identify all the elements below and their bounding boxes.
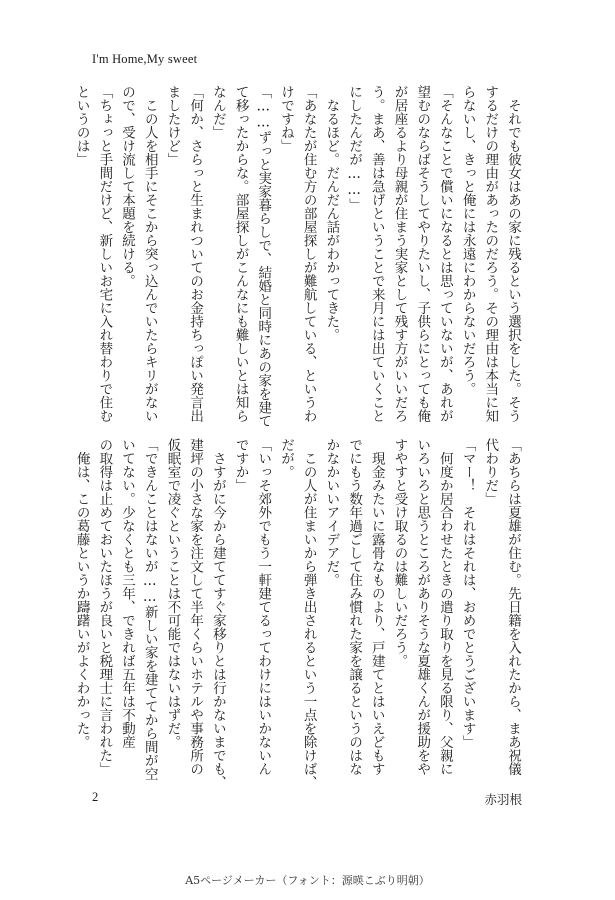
text-line: この人が住まいから弾き出されるという一点を除けば、 [300,438,317,789]
text-line: 「何か、さらっと生まれついてのお金持ちっぽい発言出 [187,85,204,423]
text-line: 「そんなことで償いになるとは思っていないが、あれが [436,85,453,423]
text-line: けですね」 [277,85,294,153]
text-line: 建坪の小さな家を注文して半年くらいホテルや事務所の [187,438,204,776]
text-line: というのは」 [73,85,90,166]
text-line: 望むのならばそうしてやりたいし、子供らにとっても俺 [414,85,431,423]
text-line: だが。 [277,438,294,479]
text-line: 「あなたが住む方の部屋探しが難航している、というわ [300,85,317,423]
text-line: 「あちらは夏雄が住む。先日籍を入れたから、まあ祝儀 [505,438,521,776]
text-line: かなかいいアイデアだ。 [323,438,340,587]
text-line: いろいろと思うところがありそうな夏雄くんが援助をや [414,438,431,776]
text-line: さすがに今から建ててすぐ家移りとは行かないまでも、 [209,438,226,789]
text-line: すやすと受け取るのは難しいだろう。 [391,438,408,668]
text-line: なんだ」 [209,85,226,139]
text-line: 代わりだ」 [482,438,499,506]
text-line: ですか」 [232,438,249,492]
text-line: ので、受け流して本題を続ける。 [119,85,136,288]
text-line: ましたけど」 [164,85,181,166]
text-line: 「マー！ それはそれは、おめでとうございます」 [459,438,476,749]
text-block-bottom [70,438,524,789]
text-line: いてない。少なくとも三年、できれば五年は不動産 [119,438,136,749]
text-line: て移ったからな。部屋探しがこんなにも難しいとは知ら [232,85,249,423]
text-line: 「いっそ郊外でもう一軒建てるってわけにはいかないん [255,438,272,776]
text-line: 仮眠室で凌ぐということは不可能ではないはずだ。 [164,438,181,749]
text-block-top [70,85,524,428]
text-line: でにもう数年過ごして住み慣れた家を譲るというのはな [346,438,363,776]
text-line: 「……ずっと実家暮らしで、結婚と同時にあの家を建て [255,85,272,428]
author-name: 赤羽根 [484,792,522,807]
text-line: う。まあ、善は急げということで来月には出ていくこと [368,85,385,423]
text-line: 「ちょっと手間だけど、新しいお宅に入れ替わりで住む [96,85,113,423]
text-line: 現金みたいに露骨なものより、戸建てとはいえどもす [368,438,385,776]
text-line: 何度か居合わせたときの遣り取りを見る限り、父親に [436,438,453,776]
text-line: するだけの理由があったのだろう。その理由は本当に知 [482,85,499,423]
text-line: この人を相手にそこから突っ込んでいたらキリがない [141,85,158,423]
text-line: なるほど。だんだん話がわかってきた。 [323,85,340,342]
text-line: が居座るより母親が住まう実家として残す方がいいだろ [391,85,408,423]
running-header-title: I'm Home,My sweet [92,52,198,66]
text-line: 「できんことはないが……新しい家を建ててから間が空 [141,438,158,781]
text-line: 俺は、この葛藤というか躊躇いがよくわかった。 [73,438,90,749]
text-line: の取得は止めておいたほうが良いと税理士に言われた」 [96,438,113,776]
tool-credit: A5ページメーカー（フォント：源暎こぶり明朝） [185,874,430,887]
text-line: にしたんだが……」 [346,85,363,212]
text-line: それでも彼女はあの家に残るという選択をした。そう [505,85,521,423]
page-number: 2 [92,790,99,804]
text-line: らないし、きっと俺には永遠にわからないだろう。 [459,85,476,396]
